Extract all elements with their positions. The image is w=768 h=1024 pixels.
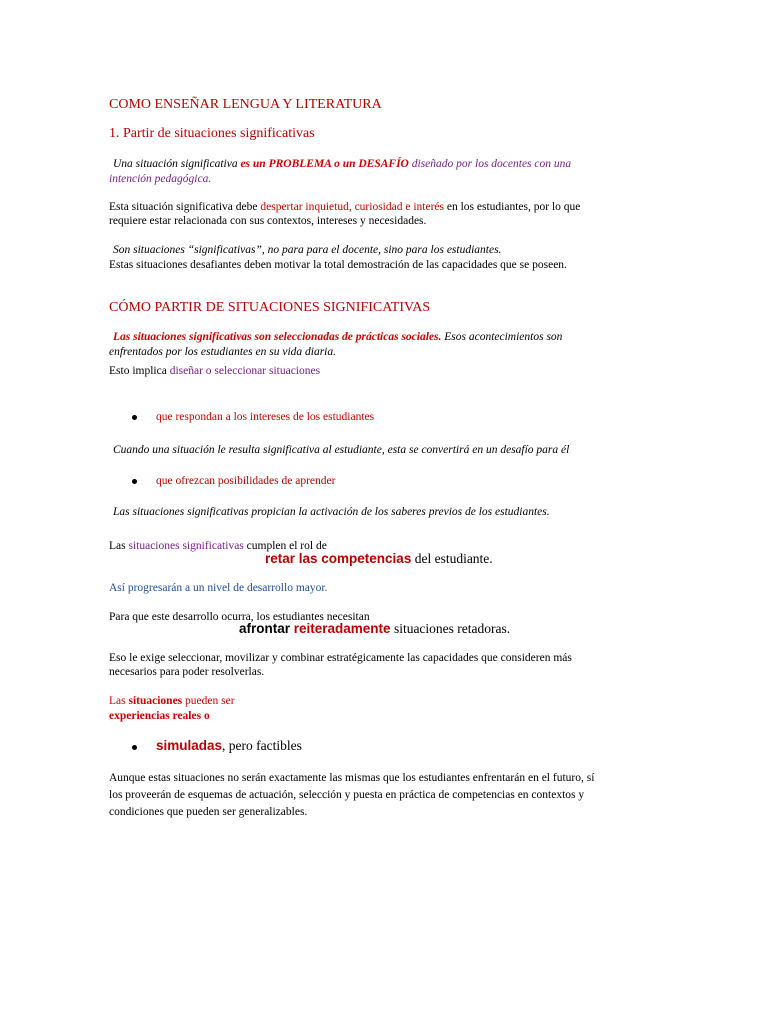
section1-intro-line1 bbox=[113, 157, 571, 172]
section2-p8-line3: condiciones que pueden ser generalizables. bbox=[109, 806, 308, 818]
section2-p4: Así progresarán a un nivel de desarrollo mayor. bbox=[109, 582, 328, 594]
section2-p8-line1: Aunque estas situaciones no serán exactamente las mismas que los estudiantes enfrentarán en el futuro, sí bbox=[109, 772, 595, 784]
section2-p8-line2: los proveerán de esquemas de actuación, selección y puesta en práctica de competencias en contextos y bbox=[109, 789, 585, 801]
bullet-dot-1 bbox=[132, 415, 137, 420]
section1-heading: 1. Partir de situaciones significativas bbox=[109, 126, 315, 141]
p1-text: Esos acontecimientos son bbox=[441, 331, 563, 343]
p5-emphasis: reiteradamente bbox=[293, 621, 391, 636]
p7-emphasis: situaciones bbox=[128, 695, 183, 707]
section2-p6-line2: necesarios para poder resolverlas. bbox=[109, 666, 265, 678]
document-title: COMO ENSEÑAR LENGUA Y LITERATURA bbox=[109, 97, 382, 112]
section2-p1-line2: enfrentados por los estudiantes en su vida diaria. bbox=[109, 346, 337, 358]
section2-p2 bbox=[109, 364, 320, 379]
section1-para2-line1 bbox=[109, 200, 580, 215]
section2-p6-line1: Eso le exige seleccionar, movilizar y combinar estratégicamente las capacidades que consideren más bbox=[109, 652, 572, 664]
section2-p5-line1: Para que este desarrollo ocurra, los estudiantes necesitan bbox=[109, 611, 370, 623]
para2-text-cont: en los estudiantes, por lo que bbox=[444, 201, 581, 213]
p7-text: Las bbox=[109, 695, 129, 707]
section1-para4: Estas situaciones desafiantes deben motivar la total demostración de las capacidades que se poseen. bbox=[109, 259, 567, 271]
section1-para3: Son situaciones “significativas”, no para para el docente, sino para los estudiantes. bbox=[113, 244, 502, 256]
p2-highlight: diseñar o seleccionar situaciones bbox=[169, 365, 321, 377]
bullet-dot-3 bbox=[132, 745, 137, 750]
section2-p3-line2 bbox=[265, 552, 493, 568]
p3-text-cont: cumplen el rol de bbox=[243, 540, 327, 552]
p3-text: Las bbox=[109, 540, 129, 552]
p3-highlight: situaciones significativas bbox=[128, 540, 244, 552]
section2-heading: CÓMO PARTIR DE SITUACIONES SIGNIFICATIVAS bbox=[109, 300, 431, 315]
p1-emphasis: Las situaciones significativas son seleccionadas de prácticas sociales. bbox=[113, 331, 442, 343]
bullet3-text: , pero factibles bbox=[222, 738, 302, 753]
para2-text: Esta situación significativa debe bbox=[109, 201, 261, 213]
p2-text: Esto implica bbox=[109, 365, 170, 377]
section2-note2: Las situaciones significativas propician la activación de los saberes previos de los estudiantes. bbox=[113, 506, 550, 518]
bullet-item-1: que respondan a los intereses de los estudiantes bbox=[156, 411, 375, 423]
p3-big-emphasis: retar las competencias bbox=[265, 551, 412, 566]
para2-highlight: despertar inquietud, curiosidad e interés bbox=[260, 201, 444, 213]
section2-p5-line2 bbox=[239, 622, 510, 638]
section1-para2-line2: requiere estar relacionada con sus contextos, intereses y necesidades. bbox=[109, 215, 427, 227]
p5-text: situaciones retadoras. bbox=[390, 621, 511, 636]
section2-p7-line1 bbox=[109, 694, 235, 709]
bullet-dot-2 bbox=[132, 479, 137, 484]
section2-p7-line2: experiencias reales o bbox=[109, 710, 210, 722]
section2-note1: Cuando una situación le resulta significativa al estudiante, esta se convertirá en un desafío para él bbox=[113, 444, 570, 456]
p5-bold: afrontar bbox=[239, 621, 294, 636]
bullet-item-3 bbox=[156, 738, 302, 754]
intro-text-cont: diseñado por los docentes con una bbox=[408, 158, 572, 170]
section2-p1-line1 bbox=[113, 330, 562, 345]
intro-text: Una situación significativa bbox=[113, 158, 241, 170]
p3-big-text: del estudiante. bbox=[411, 551, 493, 566]
p7-text-cont: pueden ser bbox=[182, 695, 235, 707]
section1-intro-line2: intención pedagógica. bbox=[109, 173, 212, 185]
intro-emphasis: es un PROBLEMA o un DESAFÍO bbox=[240, 158, 409, 170]
bullet-item-2: que ofrezcan posibilidades de aprender bbox=[156, 475, 336, 487]
bullet3-emphasis: simuladas bbox=[156, 738, 223, 753]
